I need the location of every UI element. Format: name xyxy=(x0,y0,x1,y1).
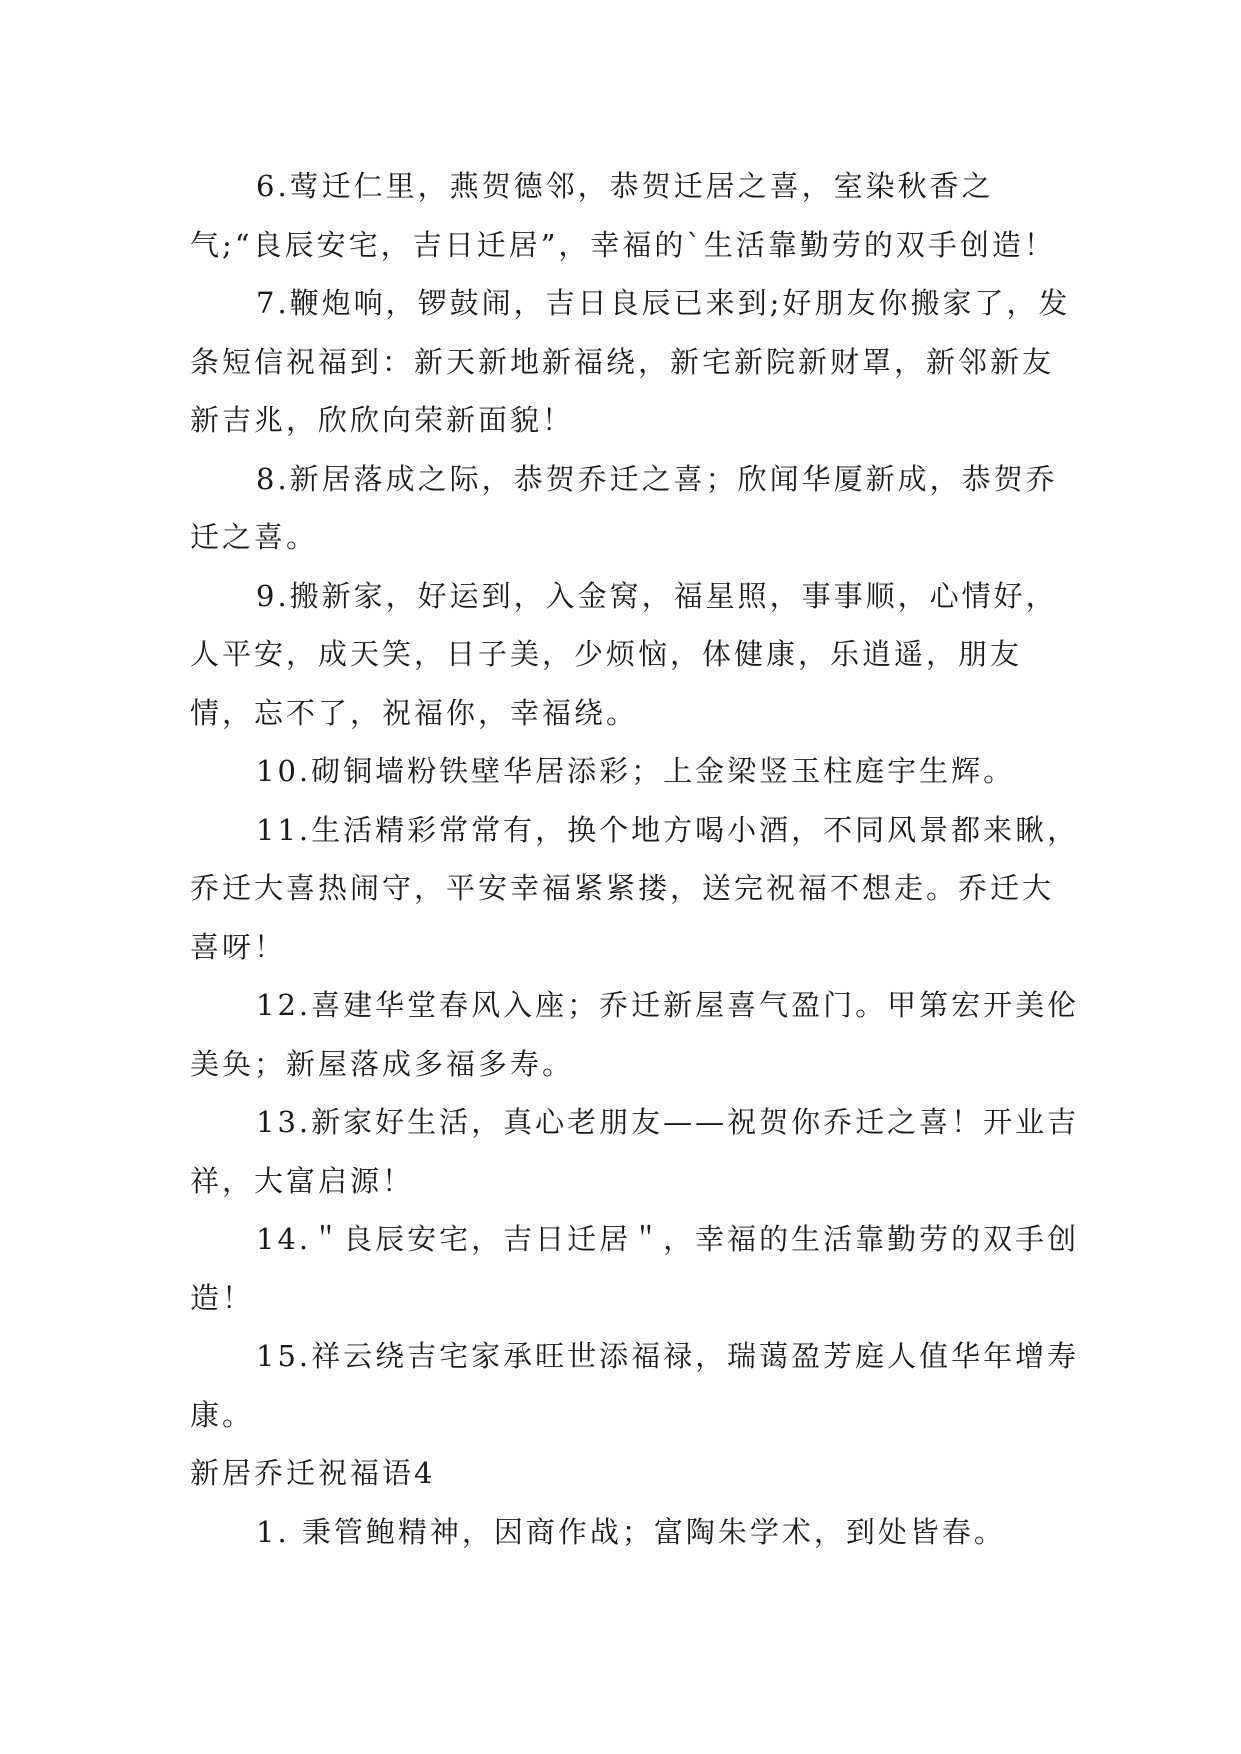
blessing-paragraph-10: 10.砌铜墙粉铁壁华居添彩；上金梁竖玉柱庭宇生辉。 xyxy=(256,754,1016,788)
blessing-paragraph-6: 6.莺迁仁里，燕贺德邻，恭贺迁居之喜，室染秋香之气;“良辰安宅，吉日迁居”，幸福的`生活靠勤劳的双手创造！ xyxy=(190,169,1056,262)
blessing-paragraph-13: 13.新家好生活，真心老朋友——祝贺你乔迁之喜！开业吉祥，大富启源！ xyxy=(190,1105,1080,1198)
blessing-paragraph-12: 12.喜建华堂春风入座；乔迁新屋喜气盈门。甲第宏开美伦美奂；新屋落成多福多寿。 xyxy=(190,988,1080,1081)
blessing-paragraph-7: 7.鞭炮响，锣鼓闹，吉日良辰已来到;好朋友你搬家了，发条短信祝福到：新天新地新福绕，新宅新院新财罩，新邻新友新吉兆，欣欣向荣新面貌！ xyxy=(190,286,1071,437)
blessing-paragraph-1: 1. 秉管鲍精神，因商作战；富陶朱学术，到处皆春。 xyxy=(256,1514,1006,1549)
section-heading: 新居乔迁祝福语4 xyxy=(190,1456,436,1490)
blessing-paragraph-14: 14.＂良辰安宅，吉日迁居＂，幸福的生活靠勤劳的双手创造！ xyxy=(190,1222,1080,1315)
blessing-paragraph-11: 11.生活精彩常常有，换个地方喝小酒，不同风景都来瞅，乔迁大喜热闹守，平安幸福紧紧搂，送完祝福不想走。乔迁大喜呀！ xyxy=(190,812,1080,964)
blessing-paragraph-15: 15.祥云绕吉宅家承旺世添福禄，瑞蔼盈芳庭人值华年增寿康。 xyxy=(190,1339,1080,1432)
blessing-paragraph-9: 9.搬新家，好运到，入金窝，福星照，事事顺，心情好，人平安，成天笑，日子美，少烦恼，体健康，乐逍遥，朋友情，忘不了，祝福你，幸福绕。 xyxy=(190,578,1058,730)
blessing-paragraph-8: 8.新居落成之际，恭贺乔迁之喜；欣闻华厦新成，恭贺乔迁之喜。 xyxy=(190,461,1058,554)
document-body xyxy=(190,157,1080,1561)
